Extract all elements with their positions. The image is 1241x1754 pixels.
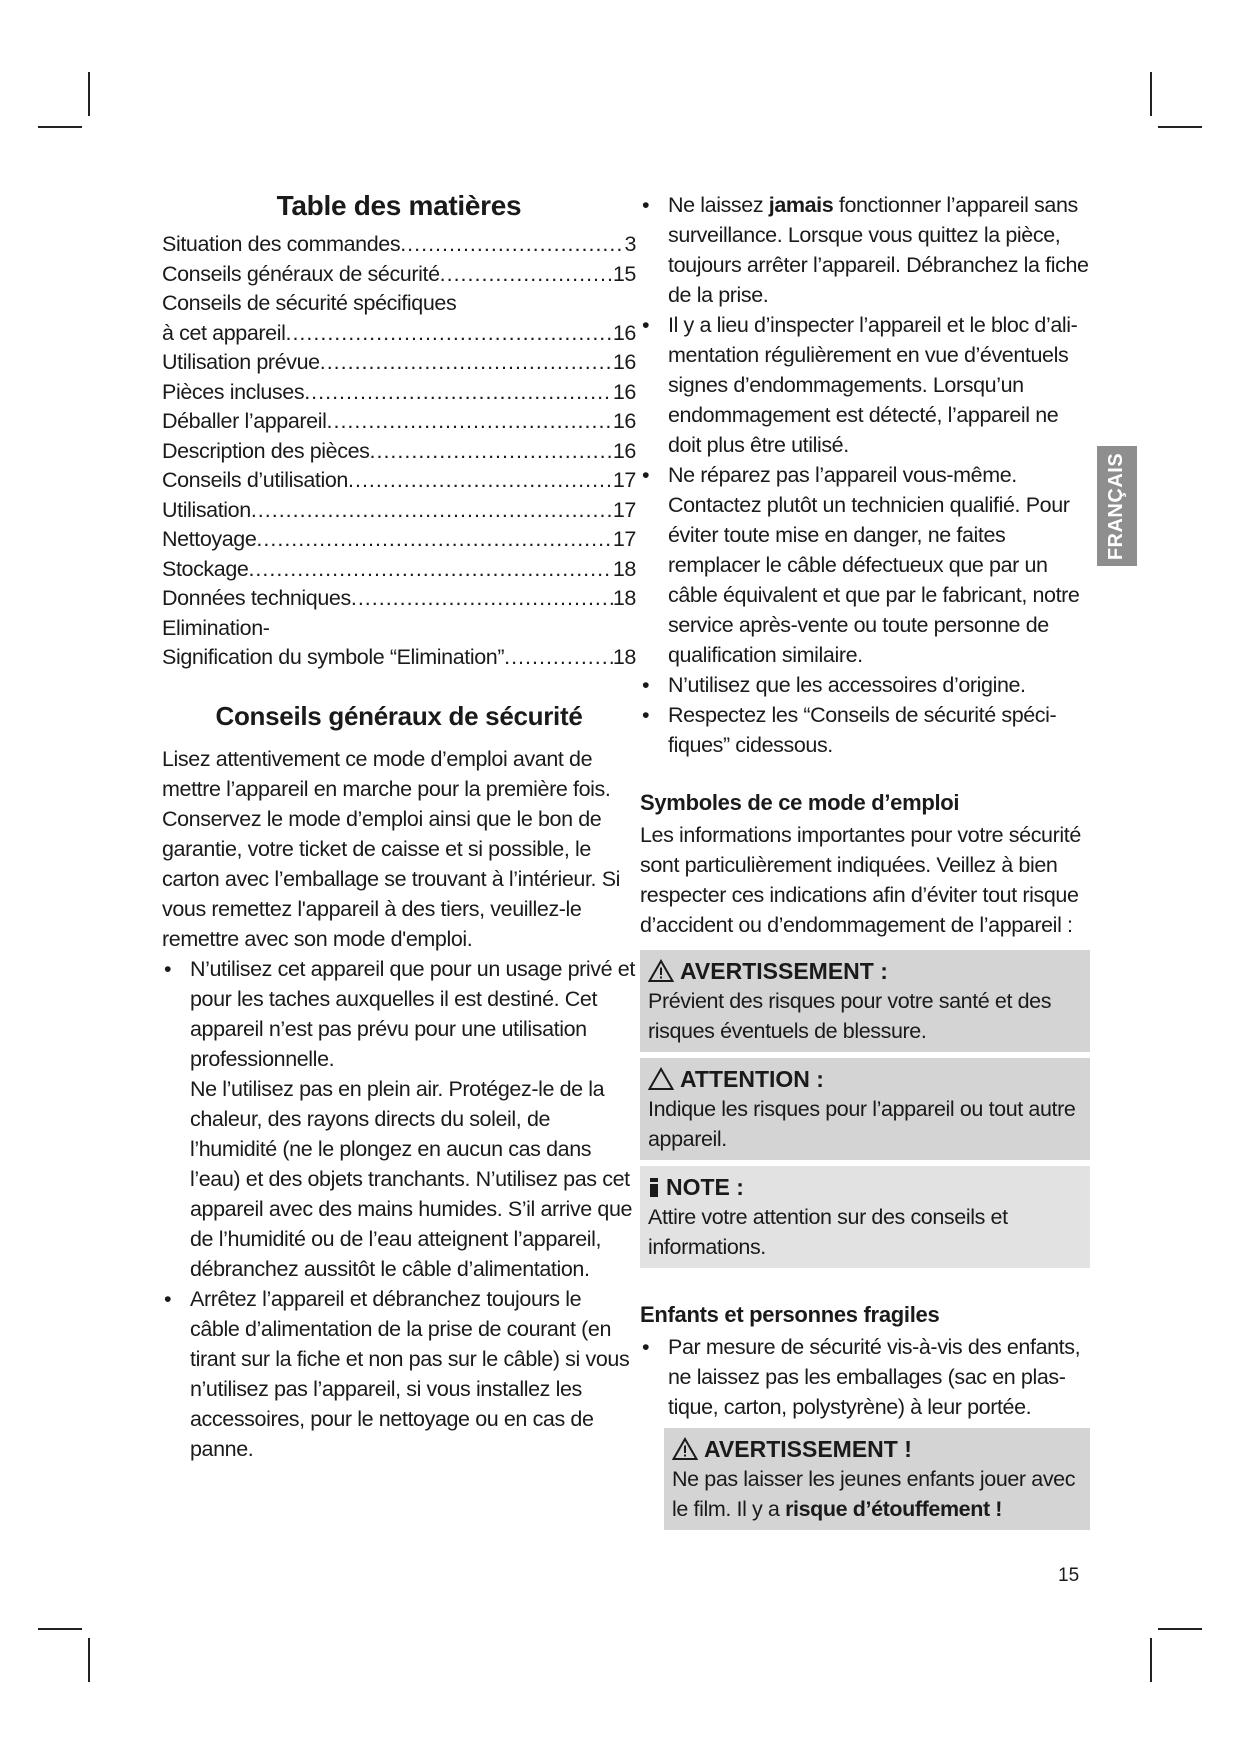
attention-title: ATTENTION : [680, 1066, 824, 1092]
warning-triangle-icon [672, 1437, 698, 1461]
general-intro: Lisez attentivement ce mode d’emploi avant de mettre l’appareil en marche pour la première fois. Conservez le mode d’emploi ainsi que le bon de garantie, votre ticket de caisse et si possible, le carton avec l’emballage se trouvant à l’intérieur. Si vous remettez l'appareil à des tiers, veuillez-le remettre avec son mode d'emploi. [162, 746, 621, 951]
symbols-title: Symboles de ce mode d’emploi [640, 790, 960, 815]
toc-entry-page: 17 [612, 468, 636, 492]
toc-entry [162, 466, 636, 496]
toc-entry-label: Stockage [162, 556, 249, 581]
warning-header [648, 956, 1080, 986]
list-item [640, 670, 1090, 700]
page-number: 15 [1058, 1565, 1080, 1586]
crop-mark [1158, 126, 1202, 128]
toc-entry [162, 614, 636, 644]
crop-mark [88, 72, 90, 116]
bullet-continuation: Ne l’utilisez pas en plein air. Protégez-le de la chaleur, des rayons directs du soleil, de l’humidité (ne le plongez en aucun cas dans l’eau) et des objets tranchants. N’utilisez pas cet appareil avec des mains humides. S’il arrive que de l’humidité ou de l’eau atteignent l’appareil, débranchez aussitôt le câble d’alimentation. [190, 1076, 633, 1281]
toc-entry [162, 348, 636, 378]
toc-entry [162, 319, 636, 349]
crop-mark [38, 1628, 82, 1630]
list-item [640, 190, 1090, 310]
note-text: Attire votre attention sur des conseils et informations. [648, 1205, 1008, 1259]
warning2-header [672, 1434, 1080, 1464]
toc-entry-label: Pièces incluses [162, 379, 305, 404]
crop-mark [38, 126, 82, 128]
attention-triangle-icon [648, 1067, 674, 1091]
toc-entry-page: 16 [612, 320, 636, 345]
bullet-text: Respectez les “Conseils de sécurité spécifiques” cidessous. [668, 703, 1057, 757]
toc-entry-page: 17 [612, 527, 636, 551]
bullet-text: Ne laissez [668, 193, 769, 217]
toc-entry-label: Signification du symbole “Elimination” [162, 645, 505, 669]
toc-entry-label: Conseils généraux de sécurité [162, 261, 440, 286]
toc-entry [162, 555, 636, 585]
toc-entry-label: à cet appareil [162, 320, 286, 345]
toc-entry-page: 15 [612, 261, 636, 286]
symbols-text: Les informations importantes pour votre sécurité sont particulièrement indiquées. Veillez à bien respecter ces indications afin d’éviter tout risque d’accident ou d’endommagement de l’appareil : [640, 823, 1081, 937]
toc-entry-label: Situation des commandes [162, 232, 401, 256]
list-item [162, 954, 636, 1284]
bullet-text: N’utilisez cet appareil que pour un usage privé et pour les taches auxquelles il est destiné. Cet appareil n’est pas prévu pour une utilisation professionnelle. [190, 956, 635, 1071]
toc-entry [162, 230, 636, 260]
toc-leader-dots [351, 584, 613, 614]
toc-leader-dots [304, 378, 613, 408]
toc-entry-label: Données techniques [162, 586, 351, 610]
warning2-text [672, 1464, 1080, 1524]
toc-entry-page: 16 [612, 409, 636, 433]
list-item [640, 310, 1090, 460]
list-item [640, 460, 1090, 670]
toc-leader-dots [327, 407, 613, 437]
general-safety-title: Conseils généraux de sécurité [215, 700, 583, 731]
warning2-text-bold: risque d’étouffement ! [785, 1497, 1003, 1521]
toc-entry [162, 260, 636, 290]
note-header [648, 1172, 1080, 1202]
warning-box [640, 950, 1090, 1052]
attention-text: Indique les risques pour l’appareil ou tout autre appareil. [648, 1097, 1076, 1151]
right-bullets [640, 190, 1090, 760]
toc-entry-page: 16 [612, 438, 636, 463]
bullet-text: Ne réparez pas l’appareil vous-même. Contactez plutôt un technicien qualifié. Pour éviter toute mise en danger, ne faites remplacer le câble défectueux que par un câble équivalent et que par le fabricant, notre service après-vente ou toute personne de qualification similaire. [668, 463, 1080, 667]
toc-entry-page: 17 [612, 497, 636, 522]
toc-leader-dots [285, 319, 612, 349]
attention-header [648, 1064, 1080, 1094]
list-item [162, 1284, 636, 1464]
warning-text: Prévient des risques pour votre santé et des risques éventuels de blessure. [648, 989, 1052, 1043]
info-icon [648, 1175, 660, 1199]
toc-leader-dots [504, 643, 613, 673]
toc-entry [162, 378, 636, 408]
language-tab [1097, 446, 1137, 566]
toc-entry [162, 643, 636, 673]
toc-entry-page: 16 [612, 379, 636, 404]
left-column [162, 190, 636, 1464]
list-item [640, 1332, 1090, 1422]
toc-list [162, 230, 636, 673]
toc-entry-label: Utilisation prévue [162, 350, 320, 374]
toc-entry-label: Elimination- [162, 615, 270, 640]
right-column [640, 190, 1090, 1530]
bullet-text: fonctionner l’appareil sans surveillance. Lorsque vous quittez la pièce, toujours arrêter l’appareil. Débranchez la fiche de la prise. [668, 193, 1089, 307]
bullet-text: Par mesure de sécurité vis-à-vis des enfants, ne laissez pas les emballages (sac en plastique, carton, polystyrène) à leur portée. [668, 1335, 1081, 1419]
warning-triangle-icon [648, 959, 674, 983]
toc-entry-label: Description des pièces [162, 438, 370, 463]
bullet-bold: jamais [768, 193, 834, 217]
toc-entry [162, 496, 636, 526]
children-title: Enfants et personnes fragiles [640, 1302, 940, 1327]
toc-leader-dots [400, 230, 624, 260]
warning2-title: AVERTISSEMENT ! [704, 1436, 912, 1462]
toc-leader-dots [440, 260, 613, 290]
toc-entry-page: 18 [612, 645, 636, 669]
bullet-text: Arrêtez l’appareil et débranchez toujours le câble d’alimentation de la prise de courant (en tirant sur la fiche et non pas sur le câble) si vous n’utilisez pas l’appareil, si vous installez les accessoires, pour le nettoyage ou en cas de panne. [190, 1286, 630, 1461]
toc-entry-page: 3 [624, 232, 636, 256]
toc-entry-page: 18 [612, 586, 636, 610]
crop-mark [1150, 1638, 1152, 1682]
crop-mark [1150, 72, 1152, 116]
toc-entry-label: Nettoyage [162, 527, 257, 551]
toc-leader-dots [251, 496, 613, 526]
toc-entry-label: Utilisation [162, 497, 251, 522]
note-box [640, 1166, 1090, 1268]
toc-entry [162, 407, 636, 437]
children-bullets [640, 1332, 1090, 1422]
crop-mark [1158, 1628, 1202, 1630]
list-item [640, 700, 1090, 760]
toc-title: Table des matières [276, 190, 522, 221]
toc-entry-page: 18 [612, 556, 636, 581]
attention-box [640, 1058, 1090, 1160]
note-title: NOTE : [666, 1174, 744, 1200]
toc-leader-dots [320, 348, 613, 378]
toc-leader-dots [248, 555, 612, 585]
crop-mark [88, 1638, 90, 1682]
toc-entry [162, 525, 636, 555]
toc-entry-label: Déballer l’appareil [162, 409, 327, 433]
general-bullets [162, 954, 636, 1464]
warning2-box [664, 1428, 1090, 1530]
warning2-text-pre: Ne pas laisser les jeunes enfants jouer avec le film. Il y a [672, 1467, 1076, 1521]
toc-entry [162, 437, 636, 467]
toc-leader-dots [348, 466, 613, 496]
toc-entry-page: 16 [612, 350, 636, 374]
toc-entry [162, 584, 636, 614]
toc-leader-dots [370, 437, 613, 467]
language-tab-label: FRANÇAIS [1105, 452, 1128, 560]
toc-entry-label: Conseils d’utilisation [162, 468, 348, 492]
bullet-text: N’utilisez que les accessoires d’origine. [668, 673, 1026, 697]
warning-title: AVERTISSEMENT : [680, 958, 888, 984]
toc-leader-dots [256, 525, 612, 555]
toc-entry-label: Conseils de sécurité spécifiques [162, 291, 457, 315]
bullet-text: Il y a lieu d’inspecter l’appareil et le bloc d’alimentation régulièrement en vue d’éventuels signes d’endommagements. Lorsqu’un endommagement est détecté, l’appareil ne doit plus être utilisé. [668, 313, 1078, 457]
toc-entry [162, 289, 636, 319]
